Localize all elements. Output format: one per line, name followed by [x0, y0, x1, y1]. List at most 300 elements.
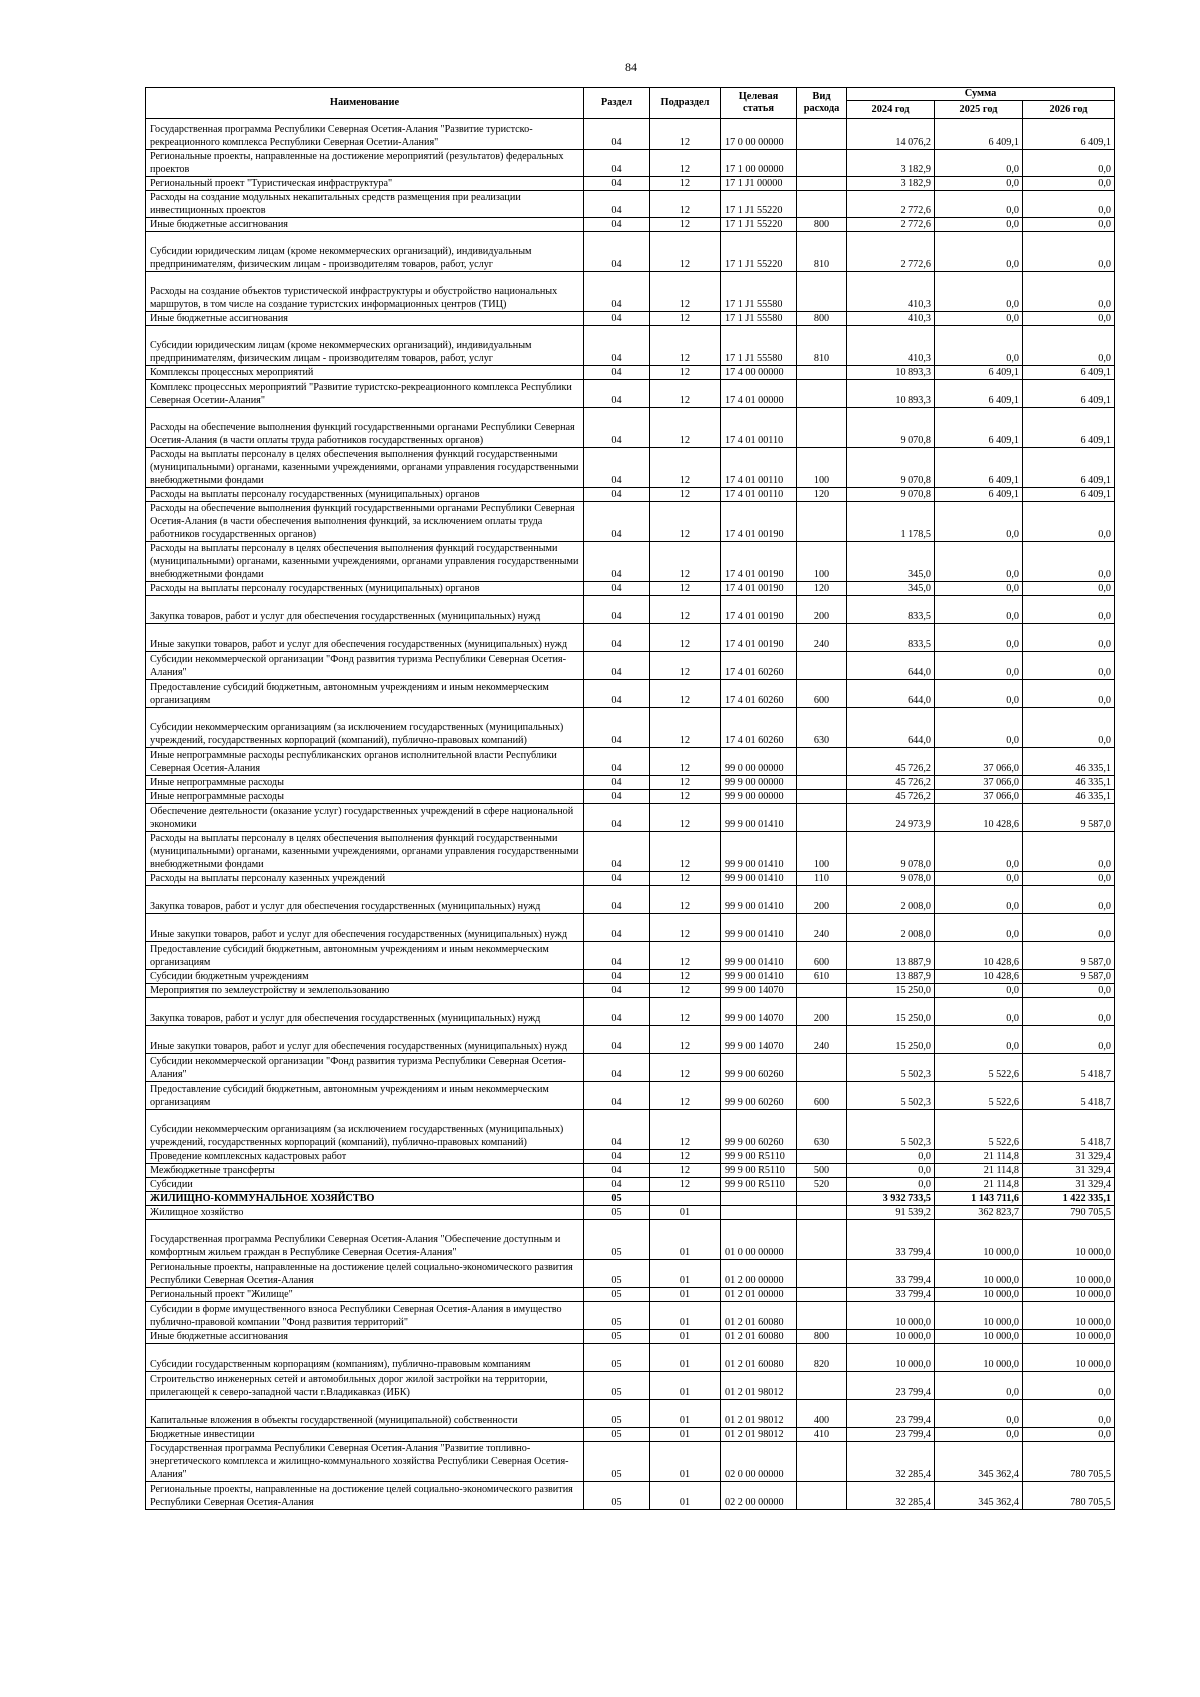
cell-section: 04	[584, 1082, 650, 1110]
cell-2026: 31 329,4	[1023, 1150, 1115, 1164]
cell-2025: 0,0	[935, 326, 1023, 366]
cell-name: Закупка товаров, работ и услуг для обеспечения государственных (муниципальных) нужд	[146, 998, 584, 1026]
cell-2024: 10 000,0	[847, 1302, 935, 1330]
cell-2025: 10 428,6	[935, 804, 1023, 832]
cell-subsection: 12	[650, 748, 721, 776]
cell-target-article: 01 2 01 60080	[721, 1302, 797, 1330]
cell-name: Субсидии некоммерческой организации "Фонд развития туризма Республики Северная Осетия-Алания"	[146, 652, 584, 680]
table-row	[146, 1054, 1115, 1082]
cell-expense-type	[797, 191, 847, 218]
header-target-article: Целевая статья	[721, 88, 797, 119]
cell-expense-type: 200	[797, 596, 847, 624]
cell-expense-type: 110	[797, 872, 847, 886]
cell-name: Расходы на выплаты персоналу казенных учреждений	[146, 872, 584, 886]
cell-2026: 6 409,1	[1023, 119, 1115, 150]
cell-target-article: 02 2 00 00000	[721, 1482, 797, 1510]
cell-section: 04	[584, 1150, 650, 1164]
cell-2025: 345 362,4	[935, 1442, 1023, 1482]
table-row	[146, 1206, 1115, 1220]
table-row	[146, 680, 1115, 708]
cell-2024: 23 799,4	[847, 1428, 935, 1442]
cell-2025: 6 409,1	[935, 488, 1023, 502]
cell-2025: 10 428,6	[935, 942, 1023, 970]
table-row	[146, 1372, 1115, 1400]
cell-subsection: 12	[650, 177, 721, 191]
cell-2024: 23 799,4	[847, 1372, 935, 1400]
cell-expense-type	[797, 804, 847, 832]
cell-2024: 3 182,9	[847, 177, 935, 191]
cell-2025: 345 362,4	[935, 1482, 1023, 1510]
table-row	[146, 1428, 1115, 1442]
cell-subsection	[650, 1192, 721, 1206]
cell-name: Расходы на выплаты персоналу в целях обеспечения выполнения функций государственными (муниципальными) органами, казенными учреждениями, органами управления государственными внебюджетными фондами	[146, 832, 584, 872]
cell-expense-type: 630	[797, 708, 847, 748]
cell-expense-type: 810	[797, 232, 847, 272]
cell-expense-type	[797, 150, 847, 177]
table-row	[146, 191, 1115, 218]
cell-section: 05	[584, 1428, 650, 1442]
cell-2024: 410,3	[847, 272, 935, 312]
cell-subsection: 01	[650, 1302, 721, 1330]
cell-2025: 0,0	[935, 624, 1023, 652]
cell-2026: 5 418,7	[1023, 1082, 1115, 1110]
cell-expense-type: 400	[797, 1400, 847, 1428]
cell-2024: 0,0	[847, 1150, 935, 1164]
cell-subsection: 12	[650, 872, 721, 886]
cell-name: Комплексы процессных мероприятий	[146, 366, 584, 380]
cell-expense-type	[797, 1192, 847, 1206]
cell-subsection: 01	[650, 1400, 721, 1428]
cell-target-article: 17 4 01 00110	[721, 488, 797, 502]
cell-name: Строительство инженерных сетей и автомобильных дорог жилой застройки на территории, прилегающей к северо-западной части г.Владикавказ (ИБК)	[146, 1372, 584, 1400]
cell-2025: 10 428,6	[935, 970, 1023, 984]
cell-2025: 0,0	[935, 680, 1023, 708]
cell-target-article: 17 4 01 00110	[721, 408, 797, 448]
cell-subsection: 12	[650, 680, 721, 708]
cell-target-article: 17 4 01 00110	[721, 448, 797, 488]
table-row	[146, 448, 1115, 488]
cell-subsection: 01	[650, 1372, 721, 1400]
cell-2025: 10 000,0	[935, 1260, 1023, 1288]
cell-2026: 0,0	[1023, 652, 1115, 680]
cell-2026: 6 409,1	[1023, 408, 1115, 448]
cell-2026: 46 335,1	[1023, 748, 1115, 776]
cell-2024: 32 285,4	[847, 1482, 935, 1510]
header-subsection: Подраздел	[650, 88, 721, 119]
cell-2025: 10 000,0	[935, 1220, 1023, 1260]
cell-subsection: 12	[650, 886, 721, 914]
table-row	[146, 582, 1115, 596]
cell-target-article: 17 1 J1 55220	[721, 218, 797, 232]
table-body	[146, 119, 1115, 1510]
cell-2025: 37 066,0	[935, 776, 1023, 790]
cell-2025: 0,0	[935, 150, 1023, 177]
cell-2026: 10 000,0	[1023, 1260, 1115, 1288]
cell-section: 05	[584, 1400, 650, 1428]
cell-expense-type	[797, 652, 847, 680]
cell-section: 05	[584, 1442, 650, 1482]
table-row	[146, 984, 1115, 998]
cell-section: 05	[584, 1482, 650, 1510]
cell-2024: 9 070,8	[847, 408, 935, 448]
cell-2025: 10 000,0	[935, 1330, 1023, 1344]
cell-2024: 33 799,4	[847, 1220, 935, 1260]
cell-target-article: 02 0 00 00000	[721, 1442, 797, 1482]
cell-name: Иные непрограммные расходы	[146, 776, 584, 790]
cell-2026: 0,0	[1023, 582, 1115, 596]
cell-2024: 33 799,4	[847, 1288, 935, 1302]
cell-2026: 6 409,1	[1023, 488, 1115, 502]
cell-target-article: 99 9 00 00000	[721, 790, 797, 804]
cell-section: 05	[584, 1344, 650, 1372]
cell-subsection: 12	[650, 970, 721, 984]
cell-2024: 45 726,2	[847, 790, 935, 804]
table-row	[146, 1178, 1115, 1192]
cell-2025: 0,0	[935, 1428, 1023, 1442]
cell-name: Иные закупки товаров, работ и услуг для обеспечения государственных (муниципальных) нужд	[146, 624, 584, 652]
cell-2025: 0,0	[935, 652, 1023, 680]
cell-name: Иные бюджетные ассигнования	[146, 312, 584, 326]
cell-2026: 0,0	[1023, 708, 1115, 748]
cell-target-article: 99 9 00 R5110	[721, 1150, 797, 1164]
cell-subsection: 12	[650, 150, 721, 177]
cell-subsection: 12	[650, 542, 721, 582]
table-row	[146, 1150, 1115, 1164]
cell-target-article: 99 9 00 R5110	[721, 1164, 797, 1178]
cell-2025: 21 114,8	[935, 1164, 1023, 1178]
cell-2025: 1 143 711,6	[935, 1192, 1023, 1206]
cell-name: Региональный проект "Туристическая инфраструктура"	[146, 177, 584, 191]
cell-subsection: 12	[650, 272, 721, 312]
cell-target-article: 99 9 00 14070	[721, 998, 797, 1026]
cell-2025: 10 000,0	[935, 1302, 1023, 1330]
cell-2026: 780 705,5	[1023, 1442, 1115, 1482]
cell-2024: 2 772,6	[847, 218, 935, 232]
cell-2026: 0,0	[1023, 1372, 1115, 1400]
cell-name: Региональные проекты, направленные на достижение целей социально-экономического развития Республики Северная Осетия-Алания	[146, 1260, 584, 1288]
cell-2024: 345,0	[847, 582, 935, 596]
cell-2025: 0,0	[935, 1372, 1023, 1400]
cell-2024: 644,0	[847, 680, 935, 708]
cell-subsection: 12	[650, 942, 721, 970]
header-sum: Сумма	[847, 88, 1115, 101]
cell-subsection: 12	[650, 582, 721, 596]
cell-target-article: 17 4 01 00190	[721, 502, 797, 542]
cell-subsection: 01	[650, 1260, 721, 1288]
cell-subsection: 12	[650, 191, 721, 218]
cell-section: 05	[584, 1220, 650, 1260]
cell-subsection: 01	[650, 1288, 721, 1302]
cell-name: Расходы на выплаты персоналу в целях обеспечения выполнения функций государственными (муниципальными) органами, казенными учреждениями, органами управления государственными внебюджетными фондами	[146, 448, 584, 488]
table-row	[146, 177, 1115, 191]
cell-name: Закупка товаров, работ и услуг для обеспечения государственных (муниципальных) нужд	[146, 886, 584, 914]
cell-section: 04	[584, 914, 650, 942]
cell-expense-type	[797, 748, 847, 776]
cell-section: 05	[584, 1288, 650, 1302]
cell-target-article: 99 9 00 60260	[721, 1082, 797, 1110]
table-row	[146, 408, 1115, 448]
cell-section: 04	[584, 1026, 650, 1054]
cell-section: 04	[584, 177, 650, 191]
cell-expense-type: 240	[797, 1026, 847, 1054]
cell-2024: 91 539,2	[847, 1206, 935, 1220]
cell-2024: 2 008,0	[847, 914, 935, 942]
cell-2026: 0,0	[1023, 998, 1115, 1026]
cell-target-article: 99 9 00 60260	[721, 1054, 797, 1082]
cell-expense-type	[797, 984, 847, 998]
cell-2024: 2 772,6	[847, 191, 935, 218]
cell-name: Предоставление субсидий бюджетным, автономным учреждениям и иным некоммерческим организациям	[146, 1082, 584, 1110]
cell-2026: 0,0	[1023, 832, 1115, 872]
cell-target-article: 17 1 J1 55580	[721, 272, 797, 312]
cell-2024: 10 893,3	[847, 380, 935, 408]
cell-2026: 0,0	[1023, 872, 1115, 886]
cell-2025: 10 000,0	[935, 1344, 1023, 1372]
cell-2025: 5 522,6	[935, 1110, 1023, 1150]
cell-target-article: 99 0 00 00000	[721, 748, 797, 776]
cell-section: 04	[584, 502, 650, 542]
cell-expense-type: 240	[797, 914, 847, 942]
cell-2025: 0,0	[935, 998, 1023, 1026]
cell-2026: 0,0	[1023, 886, 1115, 914]
cell-subsection: 12	[650, 1082, 721, 1110]
cell-name: Иные закупки товаров, работ и услуг для обеспечения государственных (муниципальных) нужд	[146, 914, 584, 942]
cell-name: Субсидии юридическим лицам (кроме некоммерческих организаций), индивидуальным предпринимателям, физическим лицам - производителям товаров, работ, услуг	[146, 232, 584, 272]
cell-subsection: 12	[650, 380, 721, 408]
cell-target-article: 17 4 01 60260	[721, 708, 797, 748]
cell-subsection: 01	[650, 1206, 721, 1220]
cell-2024: 33 799,4	[847, 1260, 935, 1288]
cell-2025: 0,0	[935, 832, 1023, 872]
cell-2026: 0,0	[1023, 272, 1115, 312]
cell-target-article: 17 4 01 00190	[721, 582, 797, 596]
cell-2026: 0,0	[1023, 177, 1115, 191]
cell-target-article: 99 9 00 14070	[721, 1026, 797, 1054]
cell-subsection: 12	[650, 998, 721, 1026]
cell-2026: 0,0	[1023, 914, 1115, 942]
cell-2024: 410,3	[847, 326, 935, 366]
cell-2026: 0,0	[1023, 218, 1115, 232]
cell-section: 04	[584, 652, 650, 680]
cell-target-article: 17 4 01 60260	[721, 680, 797, 708]
cell-target-article: 01 0 00 00000	[721, 1220, 797, 1260]
cell-target-article: 99 9 00 14070	[721, 984, 797, 998]
cell-2026: 0,0	[1023, 984, 1115, 998]
cell-subsection: 12	[650, 804, 721, 832]
cell-section: 04	[584, 776, 650, 790]
cell-target-article: 17 4 00 00000	[721, 366, 797, 380]
cell-target-article: 17 4 01 00190	[721, 624, 797, 652]
cell-section: 04	[584, 119, 650, 150]
cell-target-article: 17 4 01 00190	[721, 596, 797, 624]
table-row	[146, 596, 1115, 624]
table-row	[146, 1164, 1115, 1178]
cell-expense-type	[797, 177, 847, 191]
table-row	[146, 542, 1115, 582]
cell-2025: 0,0	[935, 218, 1023, 232]
cell-section: 04	[584, 624, 650, 652]
cell-2025: 21 114,8	[935, 1150, 1023, 1164]
cell-2024: 9 070,8	[847, 488, 935, 502]
cell-2024: 5 502,3	[847, 1110, 935, 1150]
cell-2024: 833,5	[847, 596, 935, 624]
cell-2025: 10 000,0	[935, 1288, 1023, 1302]
cell-2025: 0,0	[935, 914, 1023, 942]
cell-2026: 9 587,0	[1023, 942, 1115, 970]
table-row	[146, 998, 1115, 1026]
cell-2026: 0,0	[1023, 1026, 1115, 1054]
cell-expense-type: 600	[797, 942, 847, 970]
cell-name: ЖИЛИЩНО-КОММУНАЛЬНОЕ ХОЗЯЙСТВО	[146, 1192, 584, 1206]
table-row	[146, 150, 1115, 177]
cell-2026: 0,0	[1023, 680, 1115, 708]
cell-section: 04	[584, 191, 650, 218]
cell-target-article: 99 9 00 01410	[721, 872, 797, 886]
cell-expense-type	[797, 502, 847, 542]
cell-2026: 0,0	[1023, 232, 1115, 272]
cell-section: 04	[584, 832, 650, 872]
cell-subsection: 12	[650, 488, 721, 502]
cell-subsection: 01	[650, 1344, 721, 1372]
cell-section: 04	[584, 542, 650, 582]
cell-target-article: 99 9 00 00000	[721, 776, 797, 790]
cell-name: Субсидии	[146, 1178, 584, 1192]
cell-section: 04	[584, 312, 650, 326]
cell-2024: 9 078,0	[847, 872, 935, 886]
header-2026: 2026 год	[1023, 101, 1115, 119]
cell-expense-type: 610	[797, 970, 847, 984]
cell-name: Расходы на выплаты персоналу государственных (муниципальных) органов	[146, 582, 584, 596]
cell-target-article: 17 1 J1 00000	[721, 177, 797, 191]
cell-2026: 0,0	[1023, 1400, 1115, 1428]
cell-expense-type: 600	[797, 1082, 847, 1110]
cell-2026: 31 329,4	[1023, 1164, 1115, 1178]
cell-2026: 0,0	[1023, 596, 1115, 624]
cell-2024: 3 182,9	[847, 150, 935, 177]
cell-section: 05	[584, 1206, 650, 1220]
cell-2026: 6 409,1	[1023, 380, 1115, 408]
cell-name: Субсидии бюджетным учреждениям	[146, 970, 584, 984]
cell-2025: 6 409,1	[935, 380, 1023, 408]
cell-expense-type	[797, 366, 847, 380]
cell-name: Жилищное хозяйство	[146, 1206, 584, 1220]
cell-subsection: 12	[650, 914, 721, 942]
cell-expense-type	[797, 1372, 847, 1400]
cell-expense-type	[797, 1302, 847, 1330]
header-2025: 2025 год	[935, 101, 1023, 119]
cell-target-article: 17 4 01 00190	[721, 542, 797, 582]
budget-table	[145, 87, 1115, 1510]
cell-subsection: 12	[650, 218, 721, 232]
cell-name: Капитальные вложения в объекты государственной (муниципальной) собственности	[146, 1400, 584, 1428]
cell-section: 04	[584, 408, 650, 448]
table-row	[146, 488, 1115, 502]
cell-2024: 9 070,8	[847, 448, 935, 488]
cell-subsection: 12	[650, 708, 721, 748]
cell-expense-type: 800	[797, 1330, 847, 1344]
cell-expense-type	[797, 1054, 847, 1082]
cell-2025: 5 522,6	[935, 1054, 1023, 1082]
cell-section: 04	[584, 1110, 650, 1150]
cell-2025: 37 066,0	[935, 748, 1023, 776]
cell-expense-type: 120	[797, 488, 847, 502]
cell-name: Субсидии некоммерческим организациям (за исключением государственных (муниципальных) учреждений, государственных корпораций (компаний), публично-правовых компаний)	[146, 1110, 584, 1150]
cell-subsection: 12	[650, 312, 721, 326]
cell-2024: 15 250,0	[847, 1026, 935, 1054]
cell-name: Расходы на обеспечение выполнения функций государственными органами Республики Северная Осетия-Алания (в части оплаты труда работников государственных органов)	[146, 408, 584, 448]
table-row	[146, 832, 1115, 872]
cell-2025: 6 409,1	[935, 448, 1023, 488]
cell-2025: 6 409,1	[935, 119, 1023, 150]
table-row	[146, 1260, 1115, 1288]
cell-section: 04	[584, 366, 650, 380]
cell-expense-type: 100	[797, 542, 847, 582]
cell-2026: 9 587,0	[1023, 804, 1115, 832]
cell-2026: 0,0	[1023, 502, 1115, 542]
cell-target-article: 17 4 01 60260	[721, 652, 797, 680]
cell-2024: 13 887,9	[847, 942, 935, 970]
cell-section: 04	[584, 1164, 650, 1178]
table-row	[146, 502, 1115, 542]
table-row	[146, 708, 1115, 748]
cell-section: 04	[584, 488, 650, 502]
cell-target-article: 01 2 00 00000	[721, 1260, 797, 1288]
cell-expense-type	[797, 790, 847, 804]
cell-2026: 0,0	[1023, 150, 1115, 177]
cell-2024: 2 008,0	[847, 886, 935, 914]
cell-subsection: 01	[650, 1442, 721, 1482]
cell-2025: 362 823,7	[935, 1206, 1023, 1220]
table-row	[146, 1482, 1115, 1510]
cell-section: 04	[584, 596, 650, 624]
cell-section: 04	[584, 970, 650, 984]
cell-2026: 780 705,5	[1023, 1482, 1115, 1510]
cell-subsection: 12	[650, 448, 721, 488]
cell-2026: 10 000,0	[1023, 1344, 1115, 1372]
cell-2026: 6 409,1	[1023, 366, 1115, 380]
cell-2025: 6 409,1	[935, 366, 1023, 380]
cell-2026: 5 418,7	[1023, 1054, 1115, 1082]
cell-target-article: 99 9 00 01410	[721, 804, 797, 832]
cell-expense-type	[797, 1442, 847, 1482]
cell-2024: 833,5	[847, 624, 935, 652]
cell-subsection: 12	[650, 984, 721, 998]
table-row	[146, 218, 1115, 232]
cell-2025: 0,0	[935, 1026, 1023, 1054]
cell-expense-type: 200	[797, 998, 847, 1026]
table-row	[146, 652, 1115, 680]
cell-subsection: 12	[650, 596, 721, 624]
cell-expense-type: 120	[797, 582, 847, 596]
cell-name: Комплекс процессных мероприятий "Развитие туристско-рекреационного комплекса Республики Северная Осетии-Алания"	[146, 380, 584, 408]
cell-target-article: 17 0 00 00000	[721, 119, 797, 150]
cell-subsection: 12	[650, 326, 721, 366]
cell-subsection: 12	[650, 1054, 721, 1082]
cell-name: Иные бюджетные ассигнования	[146, 1330, 584, 1344]
cell-2024: 3 932 733,5	[847, 1192, 935, 1206]
cell-subsection: 01	[650, 1482, 721, 1510]
cell-target-article: 17 1 00 00000	[721, 150, 797, 177]
cell-expense-type: 520	[797, 1178, 847, 1192]
cell-target-article: 99 9 00 01410	[721, 832, 797, 872]
cell-target-article: 99 9 00 01410	[721, 970, 797, 984]
cell-2025: 0,0	[935, 596, 1023, 624]
cell-expense-type	[797, 776, 847, 790]
cell-name: Расходы на обеспечение выполнения функций государственными органами Республики Северная Осетия-Алания (в части обеспечения выполнения функций, за исключением оплаты труда работников государственных органов)	[146, 502, 584, 542]
cell-expense-type: 800	[797, 218, 847, 232]
cell-subsection: 01	[650, 1428, 721, 1442]
cell-name: Предоставление субсидий бюджетным, автономным учреждениям и иным некоммерческим организациям	[146, 680, 584, 708]
